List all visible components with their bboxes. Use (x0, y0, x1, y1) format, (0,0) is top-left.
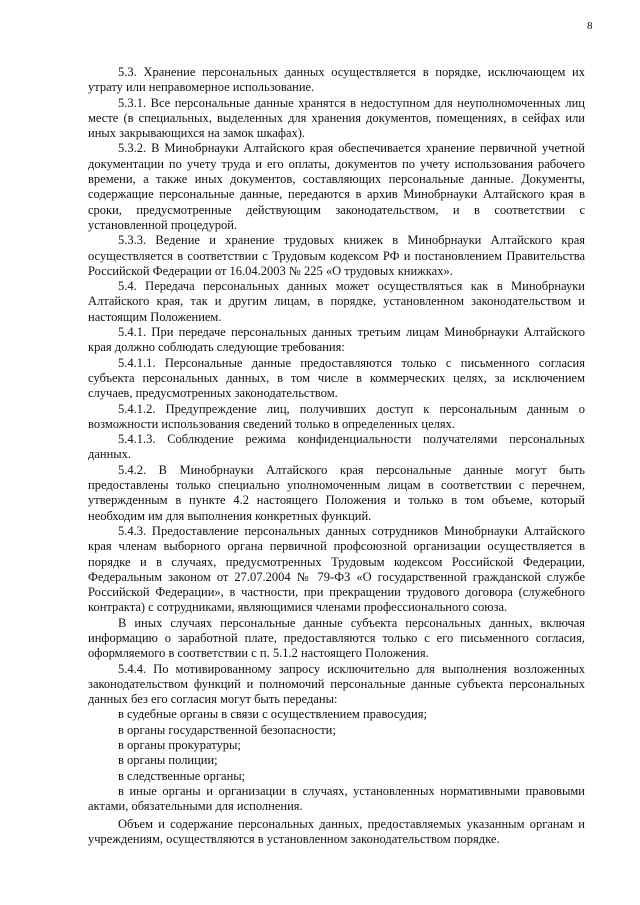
paragraph-5-4-4: 5.4.4. По мотивированному запросу исключительно для выполнения возложенных законодательством функций и полномочий персональные данные субъекта персональных данных без его согласия могут быть переданы: (88, 661, 585, 707)
document-body (88, 65, 585, 847)
paragraph-5-3-2: 5.3.2. В Минобрнауки Алтайского края обеспечивается хранение первичной учетной документации по учету труда и его оплаты, документов по учету использования рабочего времени, а также иных документов, составляющих персональные данные. Документы, содержащие персональные данные, передаются в архив Минобрнауки Алтайского края в сроки, предусмотренные действующим законодательством, и в соответствии с установленной процедурой. (88, 141, 585, 232)
recipient-list-item: в иные органы и организации в случаях, установленных нормативными правовыми актами, обязательными для исполнения. (88, 783, 585, 814)
paragraph-5-4-1-2: 5.4.1.2. Предупреждение лиц, получивших доступ к персональным данным о возможности использования сведений только в определенных целях. (88, 401, 585, 431)
paragraph-5-3: 5.3. Хранение персональных данных осуществляется в порядке, исключающем их утрату или неправомерное использование. (88, 65, 585, 95)
recipient-list-item: в судебные органы в связи с осуществлением правосудия; (118, 707, 427, 722)
recipient-list-item: в следственные органы; (118, 768, 246, 783)
paragraph-5-3-3: 5.3.3. Ведение и хранение трудовых книжек в Минобрнауки Алтайского края осуществляется в соответствии с Трудовым кодексом РФ и постановлением Правительства Российской Федерации от 16.04.2003 № 225 «О трудовых книжках». (88, 233, 585, 278)
paragraph-5-4-2: 5.4.2. В Минобрнауки Алтайского края персональные данные могут быть предоставлены только специально уполномоченным лицам в соответствии с перечнем, утвержденным в пункте 4.2 настоящего Положения и только в том объеме, который необходим им для выполнения конкретных функций. (88, 462, 585, 523)
recipient-list-item: в органы полиции; (118, 753, 218, 768)
paragraph-5-3-1: 5.3.1. Все персональные данные хранятся в недоступном для неуполномоченных лиц месте (в специальных, выделенных для хранения документов, помещениях, в сейфах или иных закрывающихся на замок шкафах). (88, 95, 585, 141)
recipient-list-item: в органы государственной безопасности; (118, 722, 336, 737)
paragraph-5-4-1-1: 5.4.1.1. Персональные данные предоставляются только с письменного согласия субъекта персональных данных, в том числе в коммерческих целях, за исключением случаев, предусмотренных законодательством. (88, 355, 585, 401)
paragraph-closing: Объем и содержание персональных данных, предоставляемых указанным органам и учреждениям, осуществляются в установленном законодательством порядке. (88, 816, 585, 846)
paragraph-5-4-1-3: 5.4.1.3. Соблюдение режима конфиденциальности получателями персональных данных. (88, 432, 585, 462)
paragraph-other-cases: В иных случаях персональные данные субъекта персональных данных, включая информацию о заработной плате, предоставляются только с его письменного согласия, оформляемого в соответствии с п. 5.1.2 настоящего Положения. (88, 615, 585, 661)
paragraph-5-4: 5.4. Передача персональных данных может осуществляться как в Минобрнауки Алтайского края, так и другим лицам, в порядке, установленном законодательством и настоящим Положением. (88, 279, 585, 324)
page-number: 8 (587, 20, 593, 32)
paragraph-5-4-3: 5.4.3. Предоставление персональных данных сотрудников Минобрнауки Алтайского края членам выборного органа первичной профсоюзной организации осуществляется в порядке и в случаях, предусмотренных Трудовым кодексом Российской Федерации, Федеральным законом от 27.07.2004 № 79-ФЗ «О государственной гражданской службе Российской Федерации», в частности, при прекращении трудового договора (служебного контракта) с сотрудниками, являющимися членами профессионального союза. (88, 523, 585, 615)
recipient-list-item: в органы прокуратуры; (118, 738, 241, 753)
paragraph-5-4-1: 5.4.1. При передаче персональных данных третьим лицам Минобрнауки Алтайского края должно соблюдать следующие требования: (88, 325, 585, 355)
